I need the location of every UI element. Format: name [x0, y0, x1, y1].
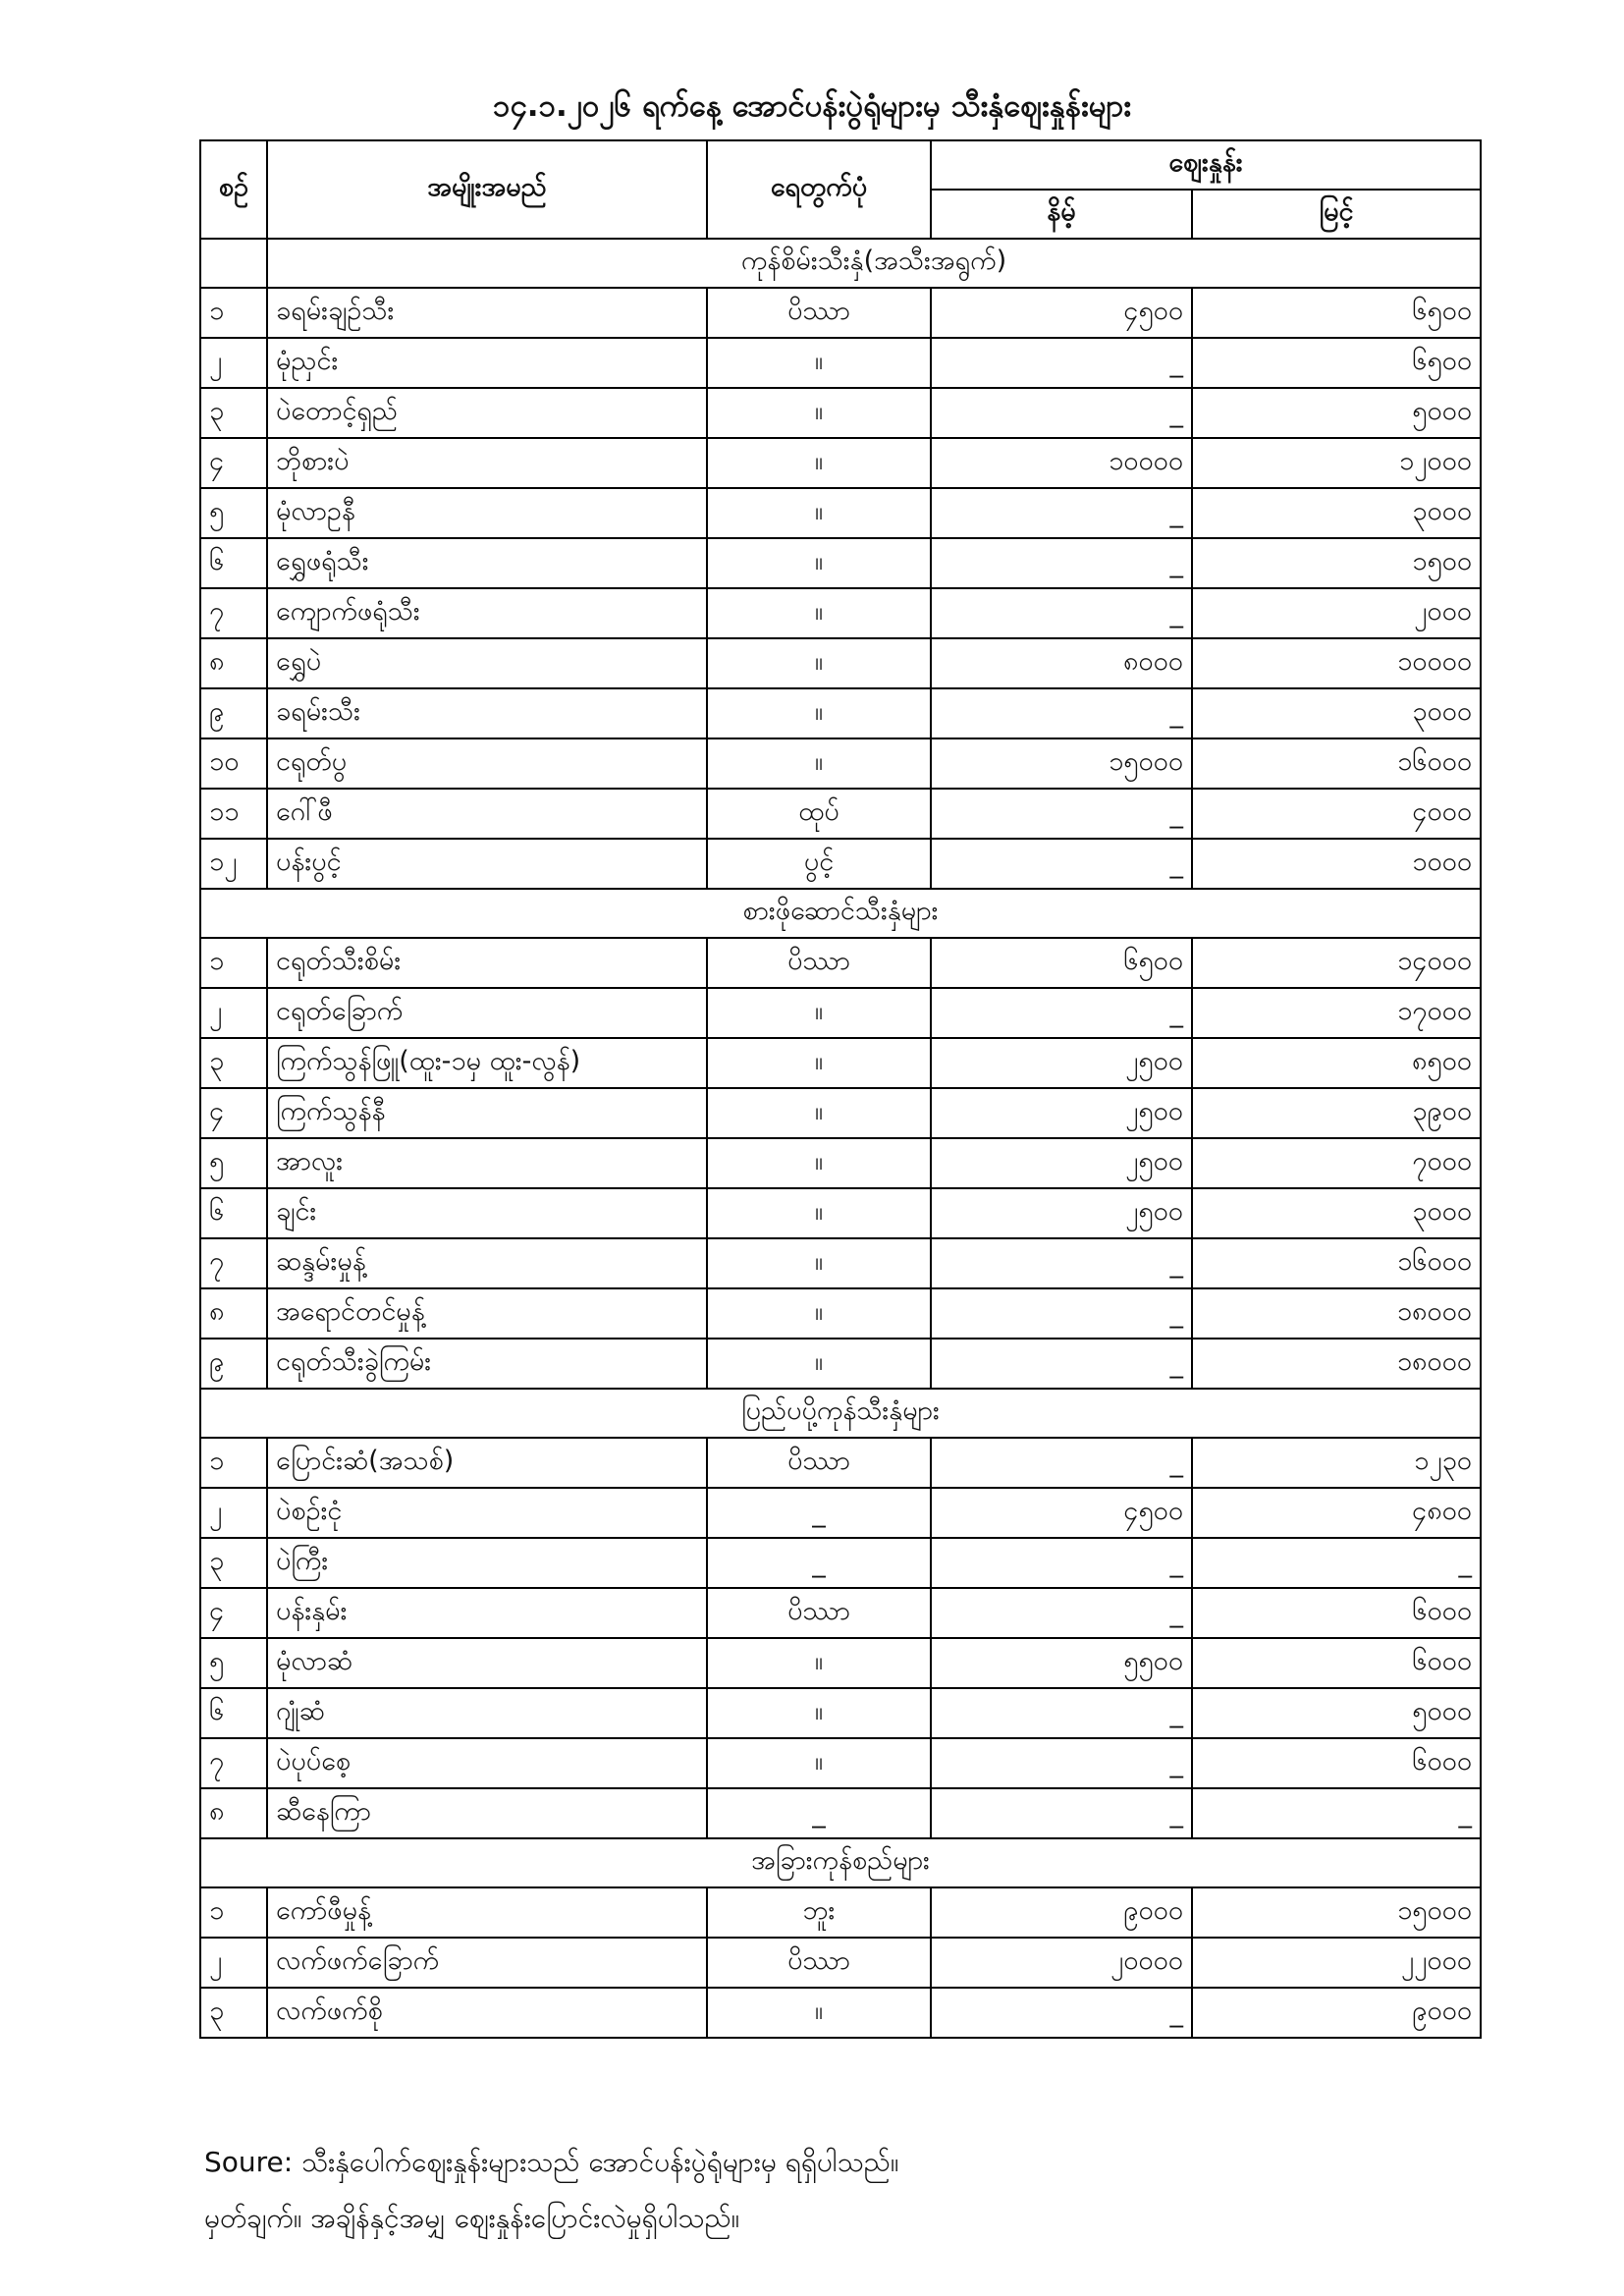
table-row: [200, 488, 1481, 538]
section-row: [200, 1838, 1481, 1887]
row-number: ၉: [200, 1339, 267, 1389]
header-item: အမျိုးအမည်: [267, 140, 707, 239]
price-high: _: [1192, 1788, 1481, 1838]
row-number: ၄: [200, 438, 267, 488]
item-unit: ။: [707, 1638, 931, 1688]
price-low: _: [931, 1988, 1192, 2038]
price-low: _: [931, 1538, 1192, 1588]
price-high: ၇၀၀၀: [1192, 1138, 1481, 1188]
table-row: [200, 1288, 1481, 1339]
price-high: ၆၀၀၀: [1192, 1638, 1481, 1688]
item-unit: ။: [707, 438, 931, 488]
table-row: [200, 1438, 1481, 1488]
item-name: ပန်းပွင့်: [267, 839, 707, 889]
price-high: ၆၀၀၀: [1192, 1738, 1481, 1788]
item-unit: ပိဿာ: [707, 288, 931, 338]
item-name: ငရုတ်ခြောက်: [267, 988, 707, 1038]
table-row: [200, 1138, 1481, 1188]
table-row: [200, 1887, 1481, 1938]
item-unit: ။: [707, 1339, 931, 1389]
price-low: ၉၀၀၀: [931, 1887, 1192, 1938]
item-unit: ။: [707, 1988, 931, 2038]
header-unit: ရေတွက်ပုံ: [707, 140, 931, 239]
row-number: ၁: [200, 1438, 267, 1488]
price-low: ၂၅၀၀: [931, 1038, 1192, 1088]
item-unit: ပွင့်: [707, 839, 931, 889]
item-name: ခရမ်းသီး: [267, 688, 707, 738]
row-number: ၅: [200, 1638, 267, 1688]
item-unit: _: [707, 1788, 931, 1838]
table-row: [200, 1238, 1481, 1288]
item-unit: ။: [707, 488, 931, 538]
price-low: _: [931, 538, 1192, 588]
row-number: ၁၁: [200, 789, 267, 839]
table-row: [200, 1538, 1481, 1588]
item-name: ဂျုံဆံ: [267, 1688, 707, 1738]
row-number: ၂: [200, 988, 267, 1038]
item-unit: ။: [707, 1188, 931, 1238]
item-unit: ။: [707, 1088, 931, 1138]
item-unit: ။: [707, 1238, 931, 1288]
price-high: ၃၀၀၀: [1192, 488, 1481, 538]
item-name: ပဲစဉ်းငုံ: [267, 1488, 707, 1538]
item-name: ပဲတောင့်ရှည်: [267, 388, 707, 438]
item-name: လက်ဖက်စို: [267, 1988, 707, 2038]
price-high: ၁၆၀၀၀: [1192, 1238, 1481, 1288]
price-low: _: [931, 1339, 1192, 1389]
price-high: ၁၅၀၀: [1192, 538, 1481, 588]
item-unit: ပိဿာ: [707, 1438, 931, 1488]
item-unit: ။: [707, 538, 931, 588]
price-high: ၆၀၀၀: [1192, 1588, 1481, 1638]
row-number: ၇: [200, 1238, 267, 1288]
item-name: အာလူး: [267, 1138, 707, 1188]
price-low: _: [931, 1738, 1192, 1788]
item-unit: _: [707, 1538, 931, 1588]
item-name: လက်ဖက်ခြောက်: [267, 1938, 707, 1988]
row-number: ၇: [200, 1738, 267, 1788]
row-number: ၅: [200, 1138, 267, 1188]
header-low: နိမ့်: [931, 190, 1192, 239]
row-number: ၆: [200, 1188, 267, 1238]
price-high: ၉၀၀၀: [1192, 1988, 1481, 2038]
price-low: _: [931, 1288, 1192, 1339]
item-name: မုံညှင်း: [267, 338, 707, 388]
row-number: ၁: [200, 288, 267, 338]
item-unit: ။: [707, 1688, 931, 1738]
row-number: ၃: [200, 1988, 267, 2038]
price-low: _: [931, 1788, 1192, 1838]
table-row: [200, 438, 1481, 488]
item-unit: ။: [707, 1138, 931, 1188]
item-name: ဆန္ဒမ်းမှုန့်: [267, 1238, 707, 1288]
row-number: ၅: [200, 488, 267, 538]
row-number: ၄: [200, 1088, 267, 1138]
price-low: _: [931, 488, 1192, 538]
row-number: ၁: [200, 1887, 267, 1938]
item-name: အရောင်တင်မှုန့်: [267, 1288, 707, 1339]
page-title: ၁၄.၁.၂၀၂၆ ရက်နေ့ အောင်ပန်းပွဲရုံများမှ သီးနှံဈေးနှုန်းများ: [492, 88, 1132, 124]
row-number: ၇: [200, 588, 267, 638]
row-number: ၂: [200, 338, 267, 388]
table-row: [200, 338, 1481, 388]
table-row: [200, 1638, 1481, 1688]
section-blank-cell: [200, 239, 267, 288]
item-unit: ။: [707, 738, 931, 789]
price-low: ၁၅၀၀၀: [931, 738, 1192, 789]
header-no: စဉ်: [200, 140, 267, 239]
price-high: ၂၂၀၀၀: [1192, 1938, 1481, 1988]
item-name: ဂေါ်ဖီ: [267, 789, 707, 839]
item-unit: ဘူး: [707, 1887, 931, 1938]
price-high: ၁၅၀၀၀: [1192, 1887, 1481, 1938]
price-low: _: [931, 1238, 1192, 1288]
table-row: [200, 638, 1481, 688]
price-high: ၁၇၀၀၀: [1192, 988, 1481, 1038]
price-high: ၁၆၀၀၀: [1192, 738, 1481, 789]
item-name: ခရမ်းချဉ်သီး: [267, 288, 707, 338]
item-name: ငရုတ်သီးစိမ်း: [267, 938, 707, 988]
item-name: မုံလာဥနီ: [267, 488, 707, 538]
price-high: ၁၄၀၀၀: [1192, 938, 1481, 988]
header-row: [200, 140, 1481, 190]
item-name: ငရုတ်သီးခွဲကြမ်း: [267, 1339, 707, 1389]
price-high: ၅၀၀၀: [1192, 388, 1481, 438]
table-row: [200, 1088, 1481, 1138]
table-row: [200, 1938, 1481, 1988]
item-name: ငရုတ်ပွ: [267, 738, 707, 789]
price-low: ၄၅၀၀: [931, 288, 1192, 338]
price-low: ၂၅၀၀: [931, 1188, 1192, 1238]
price-high: ၂၀၀၀: [1192, 588, 1481, 638]
item-unit: ။: [707, 1288, 931, 1339]
item-name: ကျောက်ဖရုံသီး: [267, 588, 707, 638]
item-name: ပဲပုပ်စေ့: [267, 1738, 707, 1788]
price-low: ၂၀၀၀၀: [931, 1938, 1192, 1988]
section-title: ပြည်ပပို့ကုန်သီးနှံများ: [200, 1389, 1481, 1438]
table-row: [200, 938, 1481, 988]
item-name: ရွှေပဲ: [267, 638, 707, 688]
price-high: ၆၅၀၀: [1192, 338, 1481, 388]
item-unit: ပိဿာ: [707, 1588, 931, 1638]
section-title: အခြားကုန်စည်များ: [200, 1838, 1481, 1887]
item-name: ကြက်သွန်ဖြူ(ထူး-၁မှ ထူး-လွန်): [267, 1038, 707, 1088]
item-unit: ။: [707, 688, 931, 738]
price-high: ၁၀၀၀: [1192, 839, 1481, 889]
price-low: _: [931, 688, 1192, 738]
table-row: [200, 738, 1481, 789]
item-name: ဆီနေကြာ: [267, 1788, 707, 1838]
price-table: [199, 139, 1482, 2039]
item-name: ရွှေဖရုံသီး: [267, 538, 707, 588]
item-unit: ။: [707, 588, 931, 638]
table-row: [200, 538, 1481, 588]
price-low: _: [931, 588, 1192, 638]
price-low: _: [931, 789, 1192, 839]
table-row: [200, 1188, 1481, 1238]
price-low: ၂၅၀၀: [931, 1088, 1192, 1138]
row-number: ၆: [200, 1688, 267, 1738]
item-name: ကော်ဖီမှုန့်: [267, 1887, 707, 1938]
item-name: ပန်းနှမ်း: [267, 1588, 707, 1638]
row-number: ၃: [200, 388, 267, 438]
table-row: [200, 1588, 1481, 1638]
item-name: ပြောင်းဆံ(အသစ်): [267, 1438, 707, 1488]
table-row: [200, 388, 1481, 438]
price-high: _: [1192, 1538, 1481, 1588]
row-number: ၂: [200, 1938, 267, 1988]
table-row: [200, 1738, 1481, 1788]
section-title: စားဖိုဆောင်သီးနှံများ: [200, 889, 1481, 938]
section-row: [200, 239, 1481, 288]
item-name: ပဲကြီး: [267, 1538, 707, 1588]
item-name: ချင်း: [267, 1188, 707, 1238]
price-low: ၂၅၀၀: [931, 1138, 1192, 1188]
price-low: ၁၀၀၀၀: [931, 438, 1192, 488]
item-name: မုံလာဆံ: [267, 1638, 707, 1688]
footer-note: မှတ်ချက်။ အချိန်နှင့်အမျှ ဈေးနှုန်းပြောင်းလဲမှုရှိပါသည်။: [204, 2202, 740, 2234]
section-title: ကုန်စိမ်းသီးနှံ(အသီးအရွက်): [267, 239, 1481, 288]
price-high: ၃၀၀၀: [1192, 1188, 1481, 1238]
header-price: ဈေးနှုန်း: [931, 140, 1481, 190]
price-low: _: [931, 338, 1192, 388]
price-high: ၁၈၀၀၀: [1192, 1288, 1481, 1339]
row-number: ၈: [200, 1288, 267, 1339]
row-number: ၃: [200, 1538, 267, 1588]
item-name: ဘိုစားပဲ: [267, 438, 707, 488]
row-number: ၁: [200, 938, 267, 988]
price-high: ၈၅၀၀: [1192, 1038, 1481, 1088]
item-unit: ။: [707, 338, 931, 388]
row-number: ၈: [200, 1788, 267, 1838]
price-low: _: [931, 1688, 1192, 1738]
header-high: မြင့်: [1192, 190, 1481, 239]
item-unit: _: [707, 1488, 931, 1538]
price-high: ၁၂၃၀: [1192, 1438, 1481, 1488]
price-high: ၆၅၀၀: [1192, 288, 1481, 338]
row-number: ၉: [200, 688, 267, 738]
table-body: [200, 239, 1481, 2038]
table-row: [200, 1688, 1481, 1738]
price-low: ၆၅၀၀: [931, 938, 1192, 988]
price-high: ၁၈၀၀၀: [1192, 1339, 1481, 1389]
table-row: [200, 789, 1481, 839]
item-name: ကြက်သွန်နီ: [267, 1088, 707, 1138]
price-high: ၁၀၀၀၀: [1192, 638, 1481, 688]
price-low: _: [931, 839, 1192, 889]
item-unit: ပိဿာ: [707, 938, 931, 988]
table-row: [200, 1988, 1481, 2038]
row-number: ၈: [200, 638, 267, 688]
table-row: [200, 688, 1481, 738]
row-number: ၂: [200, 1488, 267, 1538]
table-row: [200, 1788, 1481, 1838]
item-unit: ။: [707, 388, 931, 438]
price-high: ၁၂၀၀၀: [1192, 438, 1481, 488]
table-row: [200, 1038, 1481, 1088]
price-high: ၃၉၀၀: [1192, 1088, 1481, 1138]
price-low: _: [931, 388, 1192, 438]
footer-source: Soure: သီးနှံပေါက်ဈေးနှုန်းများသည် အောင်ပန်းပွဲရုံများမှ ရရှိပါသည်။: [204, 2146, 899, 2178]
item-unit: ပိဿာ: [707, 1938, 931, 1988]
section-row: [200, 889, 1481, 938]
section-row: [200, 1389, 1481, 1438]
row-number: ၁၂: [200, 839, 267, 889]
price-high: ၄၀၀၀: [1192, 789, 1481, 839]
row-number: ၆: [200, 538, 267, 588]
price-high: ၄၈၀၀: [1192, 1488, 1481, 1538]
item-unit: ။: [707, 988, 931, 1038]
table-row: [200, 839, 1481, 889]
table-row: [200, 288, 1481, 338]
price-low: _: [931, 1588, 1192, 1638]
item-unit: ။: [707, 1038, 931, 1088]
price-high: ၅၀၀၀: [1192, 1688, 1481, 1738]
item-unit: ။: [707, 1738, 931, 1788]
row-number: ၄: [200, 1588, 267, 1638]
price-low: _: [931, 1438, 1192, 1488]
table-row: [200, 588, 1481, 638]
table-row: [200, 1488, 1481, 1538]
price-low: ၈၀၀၀: [931, 638, 1192, 688]
row-number: ၁၀: [200, 738, 267, 789]
price-low: ၄၅၀၀: [931, 1488, 1192, 1538]
item-unit: ။: [707, 638, 931, 688]
price-low: ၅၅၀၀: [931, 1638, 1192, 1688]
table-row: [200, 988, 1481, 1038]
price-high: ၃၀၀၀: [1192, 688, 1481, 738]
row-number: ၃: [200, 1038, 267, 1088]
table-row: [200, 1339, 1481, 1389]
price-low: _: [931, 988, 1192, 1038]
item-unit: ထုပ်: [707, 789, 931, 839]
